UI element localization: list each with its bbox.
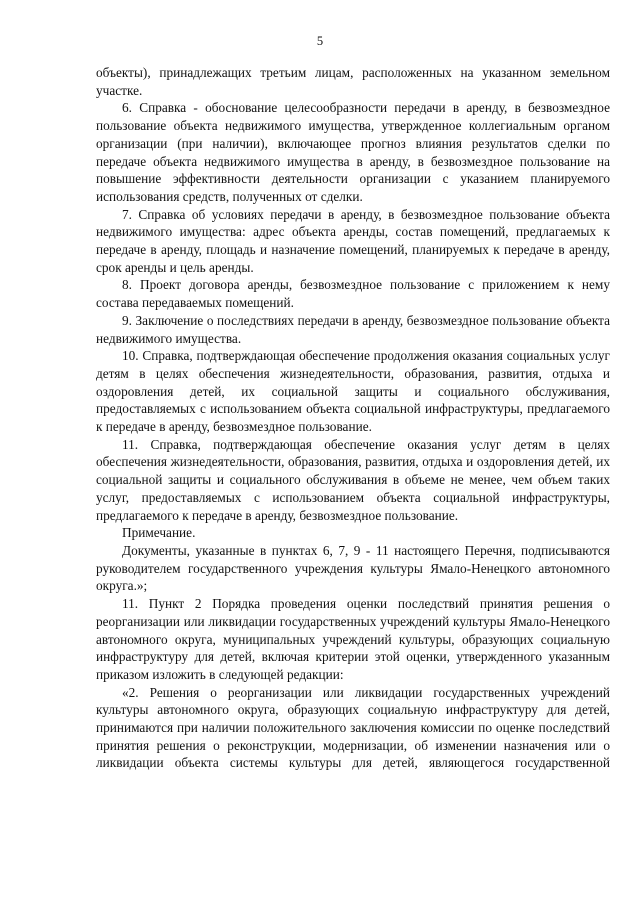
list-item-7: 7. Справка об условиях передачи в аренду, в безвозмездное пользование объекта недвижимого имущества: адрес объекта аренды, состав помещений, предлагаемых к передаче в аренду, площадь и назначение помещений, планируемых к передаче в аренду, срок аренды и цель аренды. xyxy=(96,206,610,275)
note-text: Документы, указанные в пунктах 6, 7, 9 - 11 настоящего Перечня, подписываются руководителем государственного учреждения культуры Ямало-Ненецкого автономного округа.»; xyxy=(96,542,610,594)
note-heading: Примечание. xyxy=(122,525,196,541)
page-number: 5 xyxy=(316,34,324,48)
document-body xyxy=(96,64,610,772)
amendment-item-11: 11. Пункт 2 Порядка проведения оценки последствий принятия решения о реорганизации или ликвидации государственных учреждений культуры Ямало-Ненецкого автономного округа, муниципальных учреждений культуры, образующих социальную инфраструктуру для детей, включая критерии этой оценки, утвержденного указанным приказом изложить в следующей редакции: xyxy=(96,596,610,682)
amendment-quote: «2. Решения о реорганизации или ликвидации государственных учреждений культуры автономного округа, образующих социальную инфраструктуру для детей, принимаются при наличии положительного заключения комиссии по оценке последствий принятия решения о реконструкции, модернизации, об изменении назначения или о ликвидации объекта системы культуры для детей, являющегося государственной xyxy=(96,684,610,771)
list-item-8: 8. Проект договора аренды, безвозмездное пользование с приложением к нему состава передаваемых помещений. xyxy=(96,277,610,311)
paragraph-continuation: объекты), принадлежащих третьим лицам, расположенных на указанном земельном участке. xyxy=(96,65,610,98)
list-item-11: 11. Справка, подтверждающая обеспечение оказания услуг детям в целях обеспечения жизнедеятельности, образования, развития, отдыха и оздоровления детей, их социальной защиты и социального обслуживания в объеме не менее, чем объем таких услуг, предоставляемых с использованием объекта социальной инфраструктуры, предлагаемого к передаче в аренду, безвозмездное пользование. xyxy=(96,436,610,523)
list-item-10: 10. Справка, подтверждающая обеспечение продолжения оказания социальных услуг детям в целях обеспечения жизнедеятельности, образования, развития, отдыха и оздоровления детей, их социальной защиты и социального обслуживания, предоставляемых с использованием объекта социальной инфраструктуры, предлагаемого к передаче в аренду, безвозмездное пользование. xyxy=(96,348,610,435)
list-item-6: 6. Справка - обоснование целесообразности передачи в аренду, в безвозмездное пользование объекта недвижимого имущества, утвержденное коллегиальным органом организации (при наличии), включающее прогноз влияния результатов сделки по передаче объекта недвижимого имущества в аренду, в безвозмездное пользование на повышение эффективности деятельности организации с указанием планируемого использования средств, полученных от сделки. xyxy=(96,100,610,204)
list-item-9: 9. Заключение о последствиях передачи в аренду, безвозмездное пользование объекта недвижимого имущества. xyxy=(96,312,610,346)
